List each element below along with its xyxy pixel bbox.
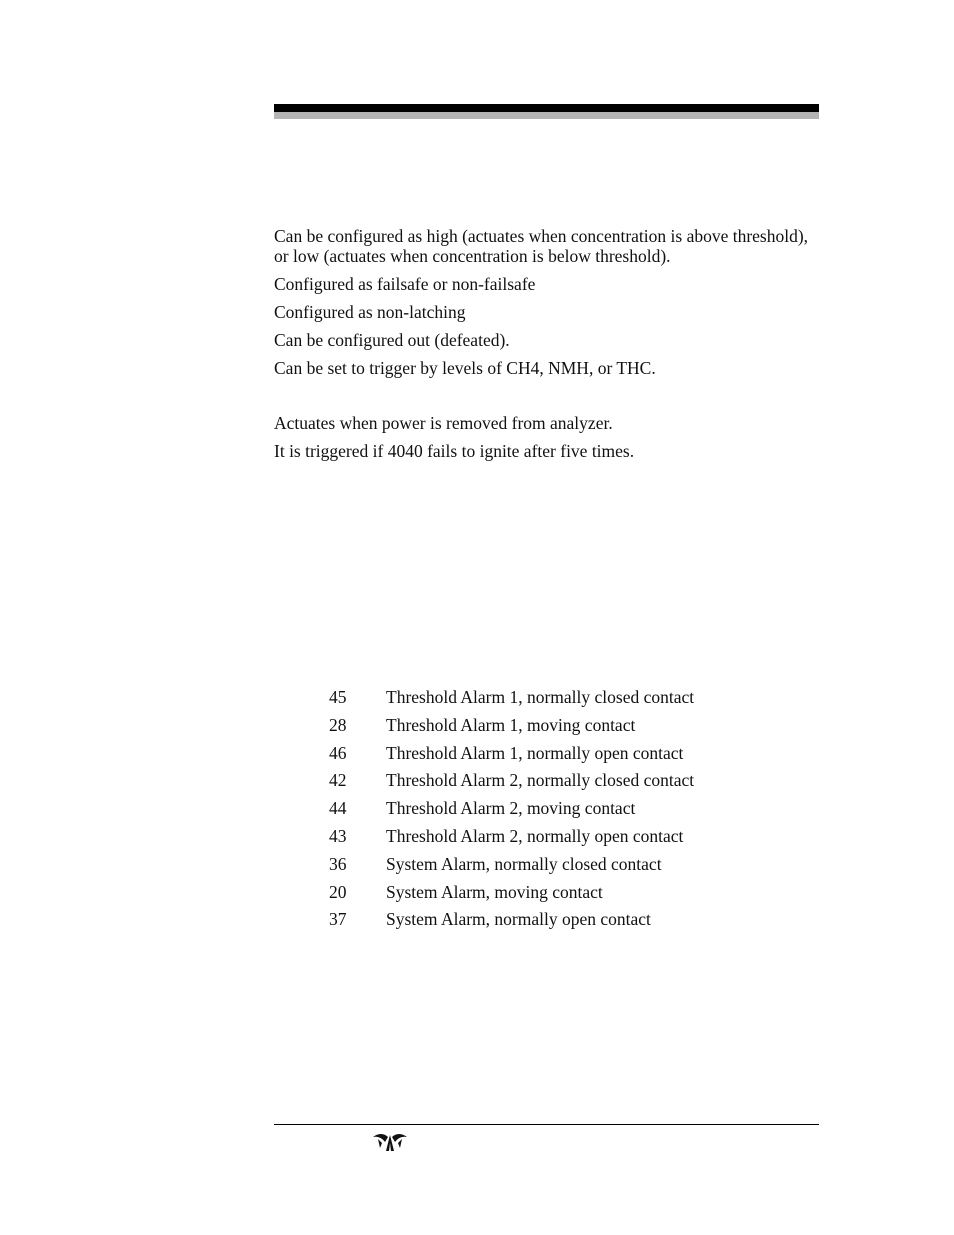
pin-description: Threshold Alarm 2, moving contact (386, 798, 636, 819)
table-row (329, 743, 694, 771)
pin-number: 43 (329, 825, 347, 846)
threshold-note: Configured as non-latching (274, 302, 466, 322)
pin-number: 37 (329, 909, 347, 930)
pin-description: System Alarm, normally closed contact (386, 853, 662, 874)
threshold-note: Can be set to trigger by levels of CH4, NMH, or THC. (274, 358, 656, 378)
table-row (329, 826, 694, 854)
pin-number: 45 (329, 687, 347, 707)
pin-description: System Alarm, normally open contact (386, 909, 651, 930)
threshold-alarm-notes (274, 226, 819, 386)
pin-description: System Alarm, moving contact (386, 881, 603, 902)
footer-rule (274, 1124, 819, 1125)
teledyne-logo-icon (372, 1131, 408, 1153)
pin-number: 36 (329, 853, 347, 874)
pin-description: Threshold Alarm 2, normally open contact (386, 825, 684, 846)
threshold-note: Can be configured as high (actuates when concentration is above threshold), or low (actuates when concentration is below threshold). (274, 226, 809, 266)
header-rule-gray (274, 112, 819, 119)
table-row (329, 882, 694, 910)
system-note: It is triggered if 4040 fails to ignite after five times. (274, 441, 635, 461)
pin-description: Threshold Alarm 2, normally closed contact (386, 770, 695, 791)
pin-number: 44 (329, 798, 347, 819)
pin-description: Threshold Alarm 1, moving contact (386, 714, 636, 735)
header-rule-black (274, 104, 819, 112)
pin-description: Threshold Alarm 1, normally closed contact (386, 687, 695, 707)
table-row (329, 854, 694, 882)
table-row (329, 909, 694, 937)
threshold-note: Configured as failsafe or non-failsafe (274, 274, 536, 294)
table-row (329, 715, 694, 743)
pin-number: 46 (329, 742, 347, 763)
table-row (329, 687, 694, 715)
pin-description: Threshold Alarm 1, normally open contact (386, 742, 684, 763)
pin-number: 42 (329, 770, 347, 791)
system-note: Actuates when power is removed from analyzer. (274, 413, 613, 433)
alarm-contact-pin-table (329, 687, 694, 937)
pin-number: 20 (329, 881, 347, 902)
threshold-note: Can be configured out (defeated). (274, 330, 510, 350)
table-row (329, 798, 694, 826)
table-row (329, 770, 694, 798)
system-alarm-notes (274, 413, 819, 469)
pin-number: 28 (329, 714, 347, 735)
